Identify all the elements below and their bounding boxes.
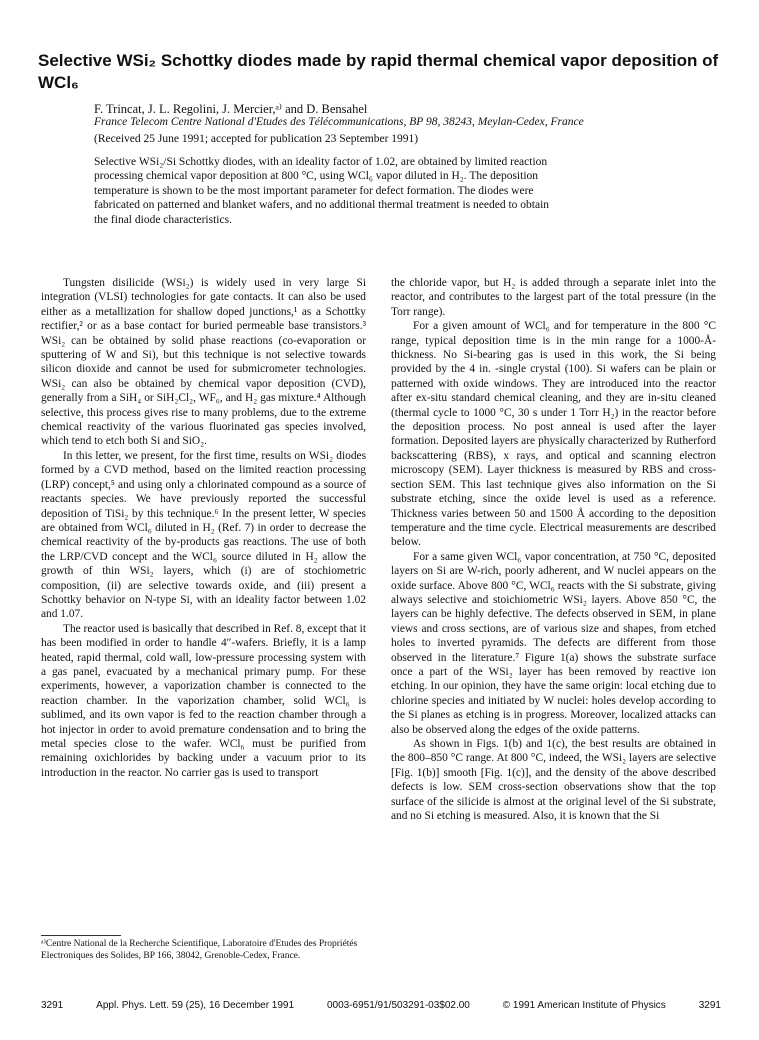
body-column-left [41, 276, 366, 780]
paragraph: For a given amount of WCl₆ and for temperature in the 800 °C range, typical deposition time is in the min range for a 1000-Å-thickness. No Si-bearing gas is used in this work, the Si being provided by the 4 in. -single crystal (100). Si wafers can be plain or patterned with oxide windows. They are introduced into the reactor after ex-situ standard chemical cleaning, and they are in-situ cleaned (thermal cycle to 1000 °C, 30 s under 1 Torr H₂) in the reactor before the deposition process. No post anneal is used after the layer formation. Deposited layers are physically characterized by Rutherford backscattering (RBS), x rays, and optical and scanning electron microscopy (SEM). Layer thickness is measured by RBS and cross-section SEM. This last technique gives also information on the Si substrate etching, since the oxide level is used as a reference. Thickness varies between 50 and 1500 Å according to the deposition temperature and the time cycle. Electrical measurements are described below. [391, 320, 716, 549]
paragraph: the chloride vapor, but H₂ is added through a separate inlet into the reactor, and contributes to the largest part of the total pressure (in the Torr range). [391, 277, 716, 318]
footnote: ᵃ⁾Centre National de la Recherche Scientifique, Laboratoire d'Etudes des Propriétés Electroniques des Solides, BP 166, 38042, Grenoble-Cedex, France. [41, 939, 358, 961]
page-footer [41, 1000, 721, 1011]
paragraph: The reactor used is basically that described in Ref. 8, except that it has been modified in order to handle 4″-wafers. Briefly, it is a lamp heated, rapid thermal, cold wall, low-pressure processing system with a gas panel, evacuated by a mechanical primary pump. For these experiments, however, a vaporization chamber is connected to the reaction chamber. In the vaporization chamber, solid WCl₆ is sublimed, and its own vapor is fed to the reaction chamber through a hot injector in order to avoid premature condensation and to bring the metal species close to the wafer. WCl₆ must be purified from remaining oxichlorides by backing under a vacuum prior to its introduction in the reactor. No carrier gas is used to transport [41, 622, 367, 779]
paragraph: In this letter, we present, for the first time, results on WSi₂ diodes formed by a CVD method, based on the limited reaction processing (LRP) concept,⁵ and using only a chlorinated compound as a source of reactants species. We have previously reported the successful deposition of TiSi₂ by this technique.⁶ In the present letter, W species are obtained from WCl₆ diluted in H₂ (Ref. 7) in order to decrease the chemical reactivity of the by-products gas reactions. The use of both the LRP/CVD concept and the WCl₆ source diluted in H₂ allow the growth of thin WSi₂ layers, which (i) are of stochiometric composition, (ii) are selective towards oxide, and (iii) present a Schottky behavior on N-type Si, with an ideality factor between 1.02 and 1.07. [41, 449, 366, 621]
page-number-left: 3291 [41, 1000, 64, 1011]
author-list: F. Trincat, J. L. Regolini, J. Mercier,ᵃ⁾ and D. Bensahel [94, 102, 368, 116]
copyright-notice: © 1991 American Institute of Physics [502, 1000, 666, 1011]
body-column-right [391, 276, 716, 823]
page-number-right: 3291 [698, 1000, 721, 1011]
paragraph: Tungsten disilicide (WSi₂) is widely used in very large Si integration (VLSI) technologies for gate contacts. It can also be used either as a metallization for shallow doped junctions,¹ as a Schottky rectifier,² or as a base contact for buried permeable base transistors.³ WSi₂ can be obtained by solid phase reactions (co-evaporation or sputtering of W and Si), but this technique is not selective towards silicon dioxide and cannot be used for submicrometer technologies. WSi₂ can also be obtained by chemical vapor deposition (CVD), generally from a SiH₄ or SiH₂Cl₂, WF₆, and H₂ gas mixture.⁴ Although selective, this process gives rise to many problems, due to the extreme chemical reactivity of the various fluorinated gas species involved, which tend to etch both Si and SiO₂. [41, 277, 366, 448]
affiliation: France Telecom Centre National d'Etudes des Télécommunications, BP 98, 38243, Meylan-Cedex, France [94, 116, 584, 128]
received-dates: (Received 25 June 1991; accepted for publication 23 September 1991) [94, 133, 419, 145]
journal-citation: Appl. Phys. Lett. 59 (25), 16 December 1991 [96, 1000, 295, 1011]
article-code: 0003-6951/91/503291-03$02.00 [326, 1000, 470, 1011]
footnote-divider [41, 935, 121, 936]
abstract: Selective WSi₂/Si Schottky diodes, with an ideality factor of 1.02, are obtained by limited reaction processing chemical vapor deposition at 800 °C, using WCl₆ vapor diluted in H₂. The deposition temperature is shown to be the most important parameter for defect formation. The diodes were fabricated on patterned and blanket wafers, and no additional thermal treatment is needed to obtain the final diode characteristics. [94, 156, 550, 226]
paragraph: As shown in Figs. 1(b) and 1(c), the best results are obtained in the 800–850 °C range. At 800 °C, indeed, the WSi₂ layers are selective [Fig. 1(b)] smooth [Fig. 1(c)], and the density of the above described defects is low. SEM cross-section observations show that the top surface of the silicide is almost at the original level of the Si substrate, and no Si etching is measured. Also, it is known that the Si [391, 738, 716, 823]
paper-title: Selective WSi₂ Schottky diodes made by rapid thermal chemical vapor deposition of WCl₆ [38, 51, 719, 92]
paragraph: For a same given WCl₆ vapor concentration, at 750 °C, deposited layers on Si are W-rich, poorly adherent, and W nuclei appears on the oxide surface. Above 800 °C, WCl₆ reacts with the Si substrate, giving always selective and stoichiometric WSi₂ layers. Above 850 °C, the layers can be highly defective. The defects observed in SEM, in plane views and cross sections, are of various size and shapes, from etched holes to inverted pyramids. The defects are different from those observed in the literature.⁷ Figure 1(a) shows the substrate surface once a part of the WSi₂ layer has been removed by reactive ion etching. In our opinion, they have the same origin: local etching due to chlorine species and initiated by W nuclei: holes develop according to the Si planes as etching is in progress. Moreover, localized attacks can also be observed along the edges of the oxide patterns. [391, 550, 716, 736]
